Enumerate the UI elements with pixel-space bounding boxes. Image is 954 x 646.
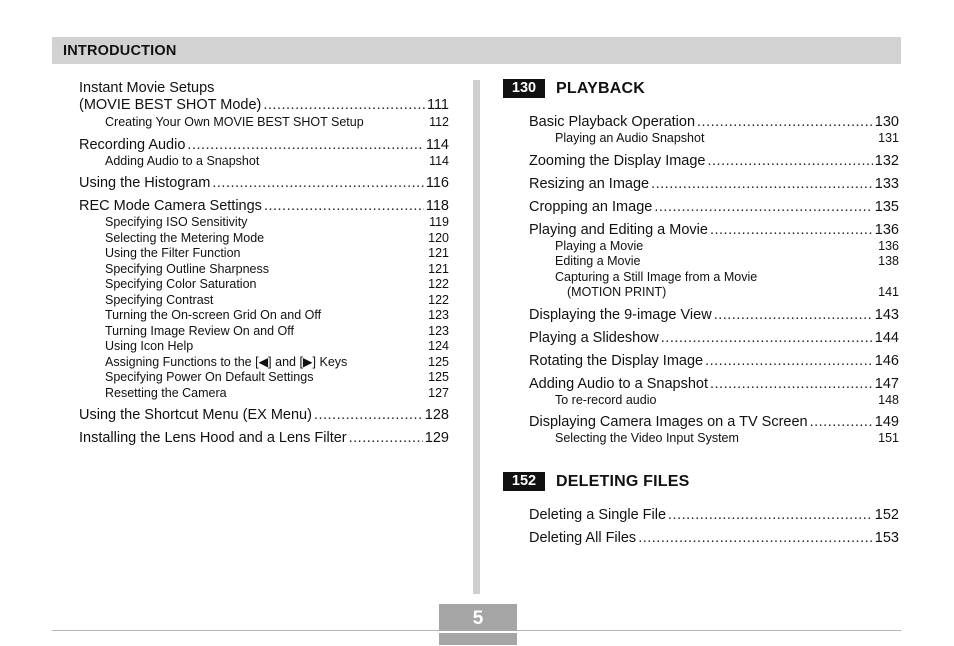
- toc-entry-title: Basic Playback Operation: [529, 114, 696, 130]
- toc-entry-title: Displaying the 9-image View: [529, 306, 712, 323]
- page-number-box: [439, 604, 517, 645]
- toc-entry-slideshow[interactable]: [529, 330, 899, 347]
- toc-page-number: 121: [428, 261, 449, 276]
- dot-leader: [638, 530, 873, 547]
- toc-page-number: 123: [428, 308, 449, 322]
- dot-leader: [654, 199, 872, 216]
- toc-subentry[interactable]: [79, 115, 449, 131]
- toc-entry-title: Playing a Slideshow: [529, 329, 659, 346]
- toc-subentry-title: Using Icon Help: [105, 339, 194, 353]
- dot-leader: [710, 376, 873, 393]
- toc-subentry-title: Creating Your Own MOVIE BEST SHOT Setup: [105, 115, 364, 129]
- toc-subentry[interactable]: [529, 285, 899, 301]
- toc-entry-line: [529, 353, 899, 370]
- toc-entry-delete-all[interactable]: [529, 530, 899, 547]
- toc-left-column: [79, 80, 449, 447]
- toc-subentry[interactable]: [529, 254, 899, 270]
- toc-entry-line: [79, 198, 449, 215]
- dot-leader: [710, 222, 873, 239]
- dot-leader: [810, 414, 873, 431]
- toc-subentry-title: Adding Audio to a Snapshot: [105, 153, 260, 168]
- toc-entry-title: REC Mode Camera Settings: [79, 198, 262, 214]
- section-header-bar: [52, 37, 901, 64]
- dot-leader: [314, 407, 423, 424]
- toc-entry-resizing[interactable]: [529, 176, 899, 193]
- toc-page-number: 125: [428, 354, 449, 369]
- toc-subentry-title: Playing a Movie: [555, 238, 644, 253]
- toc-subentry-title: Specifying Color Saturation: [105, 277, 257, 291]
- section-heading-title: DELETING FILES: [556, 472, 690, 490]
- toc-entry-title: Playing and Editing a Movie: [529, 221, 708, 238]
- toc-page-number: 143: [874, 306, 899, 323]
- toc-page-number: 146: [874, 352, 899, 369]
- toc-page-number: 149: [874, 414, 899, 430]
- toc-subentry[interactable]: [79, 262, 449, 278]
- toc-page-number: 123: [428, 323, 449, 338]
- page-number: 5: [472, 608, 484, 629]
- toc-page-number: 127: [428, 385, 449, 400]
- toc-subentry-title: (MOTION PRINT): [567, 285, 667, 299]
- section-heading-title: PLAYBACK: [556, 79, 646, 97]
- toc-subentry[interactable]: [79, 277, 449, 293]
- toc-entry-line: [79, 430, 449, 447]
- toc-entry-title: Zooming the Display Image: [529, 152, 706, 169]
- toc-entry-zooming[interactable]: [529, 153, 899, 170]
- toc-subentry[interactable]: [79, 246, 449, 262]
- dot-leader: [714, 307, 873, 324]
- dot-leader: [263, 97, 425, 114]
- toc-subentry[interactable]: [79, 370, 449, 386]
- toc-entry-title: Deleting All Files: [529, 530, 637, 546]
- toc-page-number: 112: [429, 115, 449, 129]
- toc-subentry[interactable]: [529, 431, 899, 447]
- toc-entry-line: [529, 114, 899, 131]
- toc-page-number: 138: [878, 254, 899, 268]
- toc-entry-instant-movie[interactable]: [79, 80, 449, 131]
- toc-page-number: 116: [425, 175, 449, 191]
- toc-subentry-title: Selecting the Video Input System: [555, 431, 739, 445]
- toc-deleting-entries: [529, 507, 899, 547]
- toc-entry-rec-mode-settings[interactable]: [79, 198, 449, 401]
- toc-page-number: 141: [878, 285, 899, 299]
- toc-entry-9-image[interactable]: [529, 307, 899, 324]
- toc-entry-title: Deleting a Single File: [529, 507, 667, 523]
- dot-leader: [668, 507, 873, 524]
- toc-entry-title: Adding Audio to a Snapshot: [529, 375, 708, 392]
- toc-page-number: 120: [428, 230, 449, 245]
- column-divider: [473, 80, 480, 594]
- toc-subentry[interactable]: [79, 339, 449, 355]
- toc-entry-title: Using the Histogram: [79, 175, 211, 191]
- section-title: INTRODUCTION: [63, 43, 177, 59]
- toc-subentry[interactable]: [79, 324, 449, 340]
- toc-page-number: 151: [878, 431, 899, 445]
- toc-entry-title: Cropping an Image: [529, 198, 653, 215]
- toc-entry-line: [79, 137, 449, 154]
- toc-subentry[interactable]: [79, 231, 449, 247]
- toc-subentry-title[interactable]: Capturing a Still Image from a Movie: [555, 269, 758, 284]
- toc-page-number: 136: [878, 238, 899, 253]
- toc-entry-title: Instant Movie Setups: [79, 80, 215, 96]
- toc-entry-title: Recording Audio: [79, 136, 186, 153]
- toc-subentry[interactable]: [529, 131, 899, 147]
- toc-entry-line: [79, 97, 449, 114]
- toc-entry-line: [529, 330, 899, 347]
- toc-entry-line: [529, 414, 899, 431]
- toc-subentry[interactable]: [79, 355, 449, 371]
- toc-page-number: 136: [874, 221, 899, 238]
- toc-page-number: 148: [878, 392, 899, 407]
- toc-subentry[interactable]: [79, 308, 449, 324]
- toc-subentry-title: Specifying ISO Sensitivity: [105, 215, 248, 229]
- dot-leader: [212, 175, 424, 192]
- section-page-badge: 152: [503, 472, 545, 491]
- toc-entry-tv-screen[interactable]: [529, 414, 899, 447]
- toc-page-number: 118: [425, 198, 449, 214]
- toc-subentry-title: Specifying Outline Sharpness: [105, 261, 269, 276]
- toc-page-number: 128: [424, 407, 449, 423]
- toc-page-number: 130: [874, 114, 899, 130]
- toc-entry-line: [529, 307, 899, 324]
- toc-subentry[interactable]: [79, 386, 449, 402]
- toc-entry-title: Rotating the Display Image: [529, 352, 704, 369]
- toc-entry-title: (MOVIE BEST SHOT Mode): [79, 97, 262, 113]
- toc-entry-line: [529, 176, 899, 193]
- toc-entry-lens-hood[interactable]: [79, 430, 449, 447]
- toc-subentry-title: Assigning Functions to the [◀] and [▶] Keys: [105, 354, 348, 369]
- toc-entry-line: [529, 222, 899, 239]
- toc-subentry-title: Turning the On-screen Grid On and Off: [105, 308, 322, 322]
- toc-entry-basic-playback[interactable]: [529, 114, 899, 147]
- toc-entry-histogram[interactable]: [79, 175, 449, 192]
- toc-page-number: 153: [874, 530, 899, 546]
- toc-entry-adding-audio[interactable]: [529, 376, 899, 409]
- toc-page-number: 135: [874, 198, 899, 215]
- dot-leader: [661, 330, 873, 347]
- toc-subentry[interactable]: [529, 393, 899, 409]
- toc-subentry-title: Selecting the Metering Mode: [105, 230, 265, 245]
- toc-entry-movie[interactable]: [529, 222, 899, 301]
- toc-subentry[interactable]: [79, 154, 449, 170]
- toc-subentry-title: Resetting the Camera: [105, 385, 227, 400]
- toc-page-number: 122: [428, 292, 449, 307]
- toc-right-column: [529, 114, 899, 447]
- toc-page-number: 119: [429, 215, 449, 229]
- section-heading-deleting-files: [503, 472, 689, 491]
- toc-subentry-title: Editing a Movie: [555, 254, 641, 268]
- toc-subentry-title: Specifying Power On Default Settings: [105, 370, 314, 384]
- dot-leader: [708, 153, 873, 170]
- toc-page-number: 121: [428, 246, 449, 260]
- toc-entry-shortcut-menu[interactable]: [79, 407, 449, 424]
- toc-page-number: 114: [429, 153, 449, 168]
- toc-subentry-title: To re-record audio: [555, 392, 657, 407]
- toc-page-number: 144: [874, 329, 899, 346]
- toc-page-number: 122: [428, 277, 449, 291]
- toc-entry-title: Installing the Lens Hood and a Lens Filter: [79, 430, 347, 446]
- toc-entry-rotating[interactable]: [529, 353, 899, 370]
- toc-entry-line: [79, 407, 449, 424]
- toc-entry-cropping[interactable]: [529, 199, 899, 216]
- toc-entry-title: Displaying Camera Images on a TV Screen: [529, 414, 808, 430]
- toc-page-number: 129: [424, 430, 449, 446]
- dot-leader: [651, 176, 873, 193]
- section-page-badge: 130: [503, 79, 545, 98]
- toc-entry-delete-single[interactable]: [529, 507, 899, 524]
- dot-leader: [187, 137, 423, 154]
- dot-leader: [705, 353, 873, 370]
- toc-page-number: 133: [874, 175, 899, 192]
- toc-subentry-title: Playing an Audio Snapshot: [555, 131, 705, 145]
- page-number-band: [439, 631, 517, 633]
- toc-subentry-title: Turning Image Review On and Off: [105, 323, 294, 338]
- toc-entry-line: [529, 530, 899, 547]
- toc-page-number: 131: [878, 131, 899, 145]
- toc-entry-line: [529, 153, 899, 170]
- toc-subentry-title: Using the Filter Function: [105, 246, 241, 260]
- toc-page-number: 132: [874, 152, 899, 169]
- toc-page-number: 147: [874, 375, 899, 392]
- section-heading-playback: [503, 79, 645, 98]
- toc-entry-title: Using the Shortcut Menu (EX Menu): [79, 407, 312, 423]
- toc-entry-recording-audio[interactable]: [79, 137, 449, 170]
- toc-entry-line: [529, 376, 899, 393]
- toc-subentry[interactable]: [529, 239, 899, 255]
- dot-leader: [349, 430, 423, 447]
- toc-entry-title: Resizing an Image: [529, 175, 650, 192]
- toc-page-number: 125: [428, 370, 449, 384]
- toc-subentry[interactable]: [79, 293, 449, 309]
- toc-subentry[interactable]: [79, 215, 449, 231]
- toc-page-number: 114: [425, 136, 449, 153]
- toc-page-number: 124: [428, 339, 449, 353]
- toc-page-number: 111: [426, 97, 449, 113]
- toc-subentry-title: Specifying Contrast: [105, 292, 214, 307]
- dot-leader: [264, 198, 424, 215]
- dot-leader: [697, 114, 873, 131]
- toc-entry-line: [79, 175, 449, 192]
- toc-page-number: 152: [874, 507, 899, 523]
- toc-entry-line: [529, 199, 899, 216]
- toc-entry-line: [529, 507, 899, 524]
